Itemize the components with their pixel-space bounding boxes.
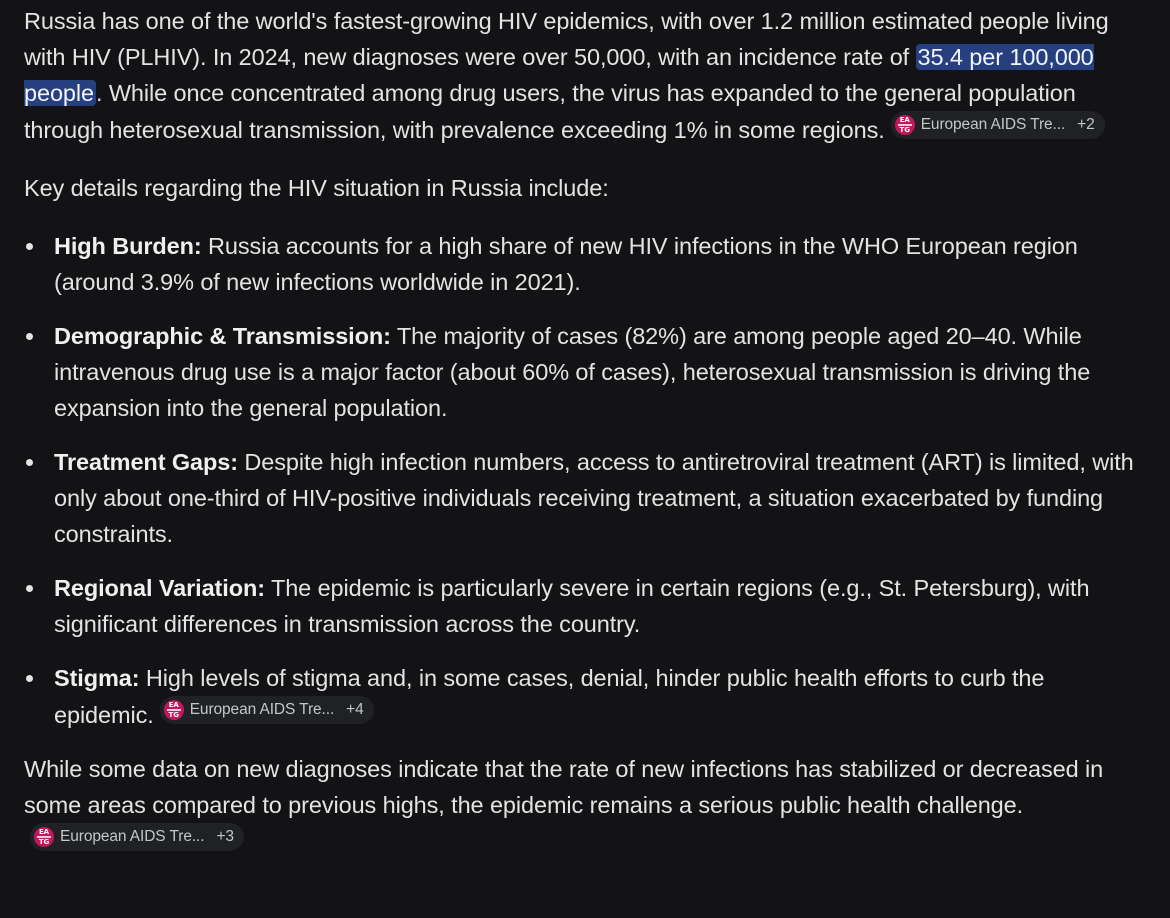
intro-text-before: Russia has one of the world's fastest-growing HIV epidemics, with over 1.2 million estimated people living with HIV (PLHIV). In 2024, new diagnoses were over 50,000, with an incidence rate of xyxy=(24,8,1109,70)
intro-text-after: . While once concentrated among drug users, the virus has expanded to the general population through heterosexual transmission, with prevalence exceeding 1% in some regions. xyxy=(24,80,1076,143)
bullet-term: High Burden: xyxy=(54,233,202,259)
eatg-logo-icon: EA TG xyxy=(164,700,184,720)
bullet-term: Treatment Gaps: xyxy=(54,449,238,475)
list-item xyxy=(24,318,1140,426)
bullet-text: High levels of stigma and, in some cases, denial, hinder public health efforts to curb the epidemic. xyxy=(54,665,1045,728)
source-chip-label: European AIDS Tre... xyxy=(189,701,335,718)
source-chip-label: European AIDS Tre... xyxy=(60,828,205,845)
source-chip-count: +3 xyxy=(216,828,234,845)
source-chip-label: European AIDS Tre... xyxy=(920,116,1066,133)
intro-paragraph xyxy=(24,3,1140,148)
eatg-logo-icon: EA TG xyxy=(34,827,54,847)
source-chip-stigma[interactable] xyxy=(160,696,374,724)
bullet-text: The epidemic is particularly severe in certain regions (e.g., St. Petersburg), with significant differences in transmission across the country. xyxy=(54,575,1090,637)
bullet-text: The majority of cases (82%) are among people aged 20–40. While intravenous drug use is a major factor (about 60% of cases), heterosexual transmission is driving the expansion into the general population. xyxy=(54,323,1091,421)
bullet-text: Russia accounts for a high share of new HIV infections in the WHO European region (around 3.9% of new infections worldwide in 2021). xyxy=(54,233,1078,295)
eatg-logo-icon: EA TG xyxy=(895,115,915,135)
bullet-text: Despite high infection numbers, access to antiretroviral treatment (ART) is limited, with only about one-third of HIV-positive individuals receiving treatment, a situation exacerbated by funding constraints. xyxy=(54,449,1134,547)
list-item xyxy=(24,228,1140,300)
bullet-term: Stigma: xyxy=(54,665,140,691)
key-details-list xyxy=(24,228,1140,733)
key-details-lead: Key details regarding the HIV situation in Russia include: xyxy=(24,175,609,201)
outro-paragraph xyxy=(24,751,1140,860)
source-chip-count: +4 xyxy=(346,701,364,718)
source-chip-intro[interactable] xyxy=(891,111,1105,139)
source-chip-count: +2 xyxy=(1077,116,1095,133)
highlighted-incidence-rate[interactable]: 35.4 per 100,000 people xyxy=(24,44,1094,106)
outro-text: While some data on new diagnoses indicate that the rate of new infections has stabilized or decreased in some areas compared to previous highs, the epidemic remains a serious public health challenge. xyxy=(24,756,1104,818)
list-item xyxy=(24,444,1140,552)
bullet-term: Demographic & Transmission: xyxy=(54,323,391,349)
list-item xyxy=(24,570,1140,642)
list-item xyxy=(24,660,1140,733)
bullet-term: Regional Variation: xyxy=(54,575,265,601)
source-chip-outro[interactable] xyxy=(30,823,244,851)
